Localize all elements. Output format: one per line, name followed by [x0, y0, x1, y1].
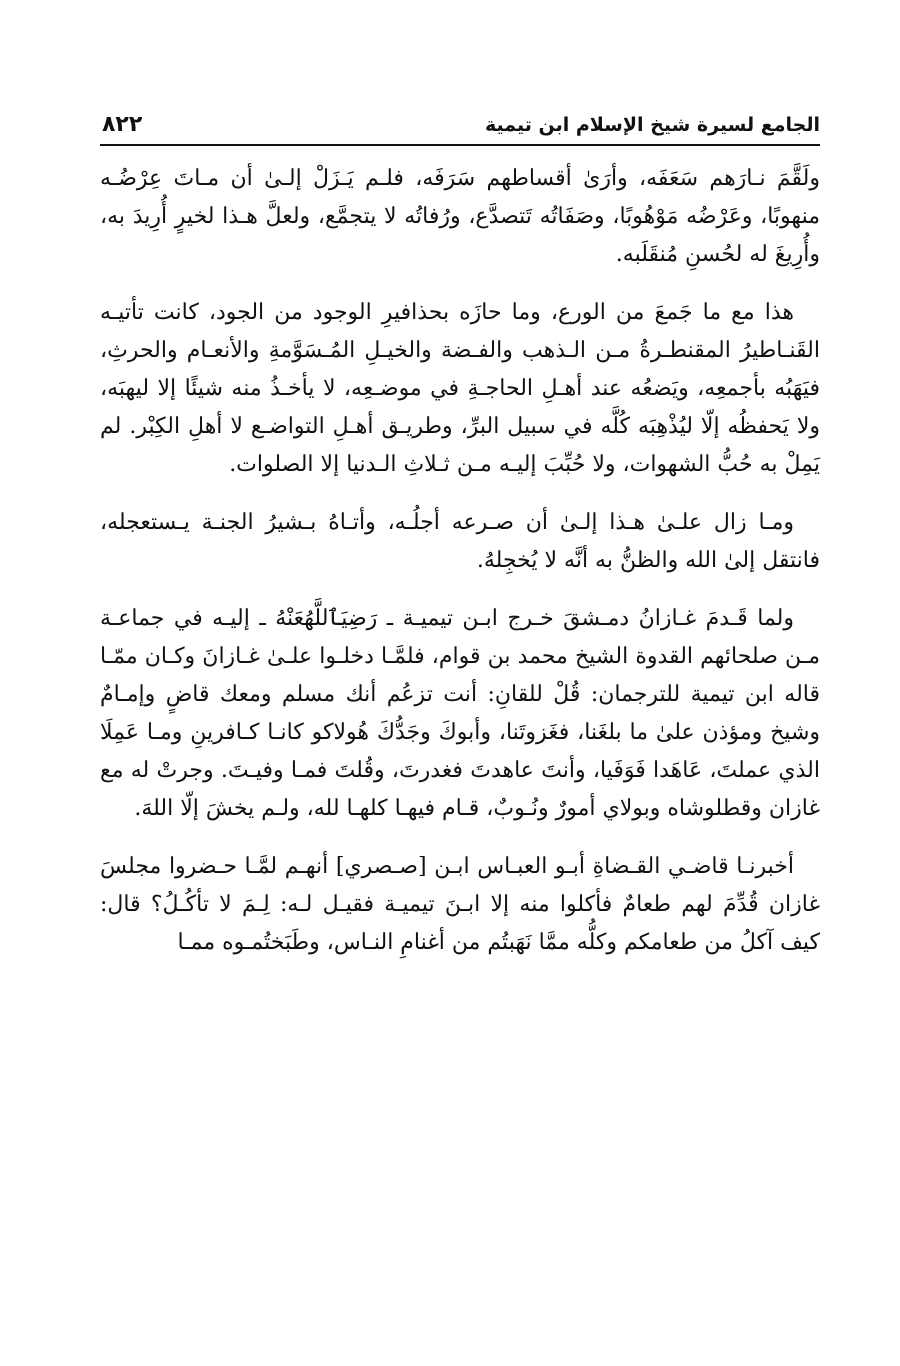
paragraph-2: هذا مع ما جَمعَ من الورع، وما حازَه بحذافيرِ الوجود من الجود، كانت تأتيـه القَنـاطيرُ المقنطـرةُ مـن الـذهب والفـضة والخيـلِ المُـسَوَّمةِ والأنعـام والحرثِ، فيَهَبُه بأجمعِه، ويَضعُه عند أهـلِ الحاجـةِ في موضـعِه، لا يأخـذُ منه شيئًا إلا ليهبَه، ولا يَحفظُه إلّا ليُذْهِبَه كُلَّه في سبيل البرِّ، وطريـق أهـلِ التواضـع لا أهلِ الكِبْر. لم يَمِلْ به حُبُّ الشهوات، ولا حُبِّبَ إليـه مـن ثـلاثِ الـدنيا إلا الصلوات. — [100, 300, 820, 477]
book-title: الجامع لسيرة شيخ الإسلام ابن تيمية — [484, 114, 820, 136]
paragraph-5: أخبرنـا قاضـي القـضاةِ أبـو العبـاس ابـن [صـصري] أنهـم لمَّـا حـضروا مجلسَ غازان قُدِّمَ لهم طعامٌ فأكلوا منه إلا ابـنَ تيميـة فقيـل لـه: لِـمَ لا تأكُـلُ؟ قال: كيف آكلُ من طعامكم وكلُّه ممَّا نَهَبتُم من أغنامِ النـاس، وطَبَختُمـوه ممـا — [100, 854, 820, 955]
body-text — [100, 160, 820, 982]
paragraph-1: ولَقَّمَ نـارَهم سَعَفَه، وأرَىٰ أقساطهم سَرَفَه، فلـم يَـزَلْ إلـىٰ أن مـاتَ عِرْضُـه منهوبًا، وعَرْضُه مَوْهُوبًا، وصَفَاتُه تَتصدَّع، ورُفاتُه لا يتجمَّع، ولعلَّ هـذا لخيرٍ أُرِيدَ به، وأُرِيغَ له لحُسنِ مُنقَلَبه. — [100, 166, 820, 267]
running-header — [100, 110, 820, 144]
paragraph-4: ولما قَـدمَ غـازانُ دمـشقَ خـرج ابـن تيميـة ـ رَضِيَٱللَّهُعَنْهُ ـ إليـه في جماعـة مـن صلحائهم القدوة الشيخ محمد بن قوام، فلمَّـا دخلـوا علـىٰ غـازانَ وكـان ممّـا قاله ابن تيمية للترجمان: قُلْ للقانِ: أنت تزعُم أنك مسلم ومعك قاضٍ وإمـامٌ وشيخ ومؤذن علىٰ ما بلغَنا، فغَزوتَنا، وأبوكَ وجَدُّكَ هُولاكو كانـا كـافرينِ ومـا عَمِلَا الذي عملتَ، عَاهَدا فَوَفَيا، وأنتَ عاهدتَ فغدرتَ، وقُلتَ فمـا وفيـتَ. وجرتْ له مع غازان وقطلوشاه وبولاي أمورٌ ونُـوبٌ، قـام فيهـا كلهـا لله، ولـم يخشَ إلّا اللهَ. — [100, 606, 820, 821]
book-page — [100, 0, 820, 1366]
header-divider — [100, 144, 820, 146]
paragraph-3: ومـا زال علـىٰ هـذا إلـىٰ أن صـرعه أجلُـه، وأتـاهُ بـشيرُ الجنـة يـستعجله، فانتقل إلىٰ الله والظنُّ به أنَّه لا يُخجِلهُ. — [100, 510, 820, 573]
page-number: ٨٢٢ — [102, 112, 143, 137]
